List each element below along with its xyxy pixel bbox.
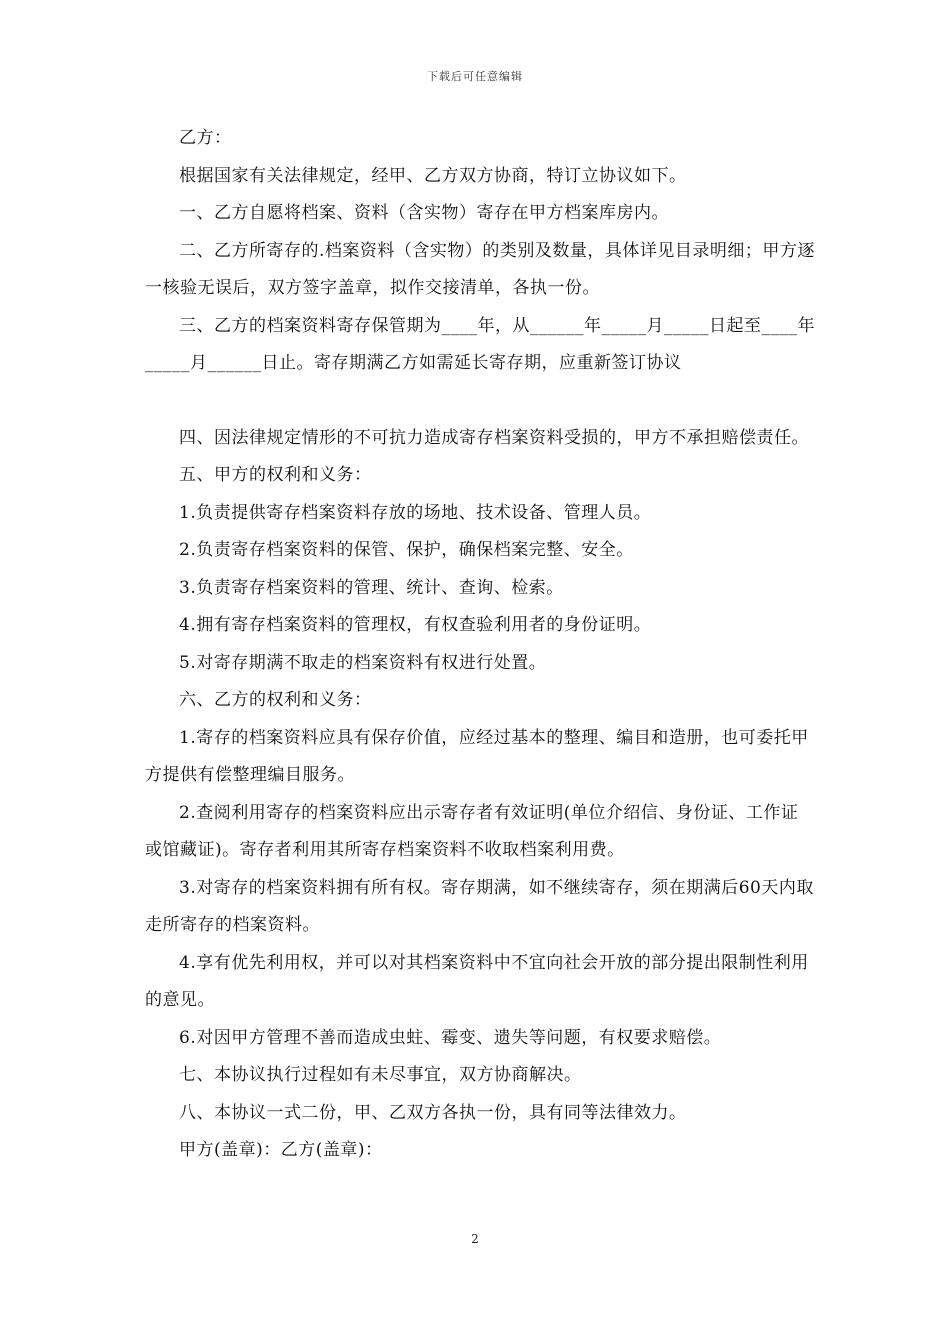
clause-5-item-1: 1.负责提供寄存档案资料存放的场地、技术设备、管理人员。 (179, 502, 652, 523)
header-note: 下载后可任意编辑 (427, 70, 523, 83)
clause-6-item-1: 1.寄存的档案资料应具有保存价值，应经过基本的整理、编目和造册，也可委托甲方提供有偿整理编目服务。 (145, 727, 809, 785)
clause-5-item-2: 2.负责寄存档案资料的保管、保护，确保档案完整、安全。 (179, 540, 634, 560)
clause-6-item-2: 2.查阅利用寄存的档案资料应出示寄存者有效证明(单位介绍信、身份证、工作证或馆藏证)。寄存者利用其所寄存档案资料不收取档案利用费。 (145, 802, 799, 860)
clause-1: 一、乙方自愿将档案、资料（含实物）寄存在甲方档案库房内。 (179, 203, 669, 223)
clause-5-item-3: 3.负责寄存档案资料的管理、统计、查询、检索。 (179, 577, 564, 598)
clause-5-item-5: 5.对寄存期满不取走的档案资料有权进行处置。 (179, 652, 547, 673)
clause-5-heading: 五、甲方的权利和义务： (179, 465, 372, 485)
clause-6-heading: 六、乙方的权利和义务： (179, 690, 372, 710)
clause-6-item-3: 3.对寄存的档案资料拥有所有权。寄存期满，如不继续寄存，须在期满后60天内取走所寄存的档案资料。 (145, 877, 814, 935)
clause-8: 八、本协议一式二份，甲、乙双方各执一份，具有同等法律效力。 (179, 1102, 687, 1123)
clause-6-item-6: 6.对因甲方管理不善而造成虫蛀、霉变、遗失等问题，有权要求赔偿。 (179, 1027, 722, 1048)
blank-line (145, 383, 815, 420)
clause-7: 七、本协议执行过程如有未尽事宜，双方协商解决。 (179, 1065, 582, 1085)
clause-4: 四、因法律规定情形的不可抗力造成寄存档案资料受损的，甲方不承担赔偿责任。 (179, 427, 809, 448)
clause-2: 二、乙方所寄存的.档案资料（含实物）的类别及数量，具体详见目录明细；甲方逐一核验无误后，双方签字盖章，拟作交接清单，各执一份。 (145, 240, 815, 298)
document-body (145, 120, 815, 1170)
clause-3: 三、乙方的档案资料寄存保管期为____年，从______年_____月_____日起至____年_____月______日止。寄存期满乙方如需延长寄存期，应重新签订协议 (145, 315, 815, 373)
clause-5-item-4: 4.拥有寄存档案资料的管理权，有权查验利用者的身份证明。 (179, 615, 652, 635)
preamble-paragraph: 根据国家有关法律规定，经甲、乙方双方协商，特订立协议如下。 (179, 165, 687, 186)
page-number: 2 (471, 1232, 479, 1246)
signature-line: 甲方(盖章)：乙方(盖章)： (179, 1140, 383, 1160)
party-b-label: 乙方： (179, 128, 232, 148)
clause-6-item-4: 4.享有优先利用权，并可以对其档案资料中不宜向社会开放的部分提出限制性利用的意见。 (145, 952, 809, 1010)
